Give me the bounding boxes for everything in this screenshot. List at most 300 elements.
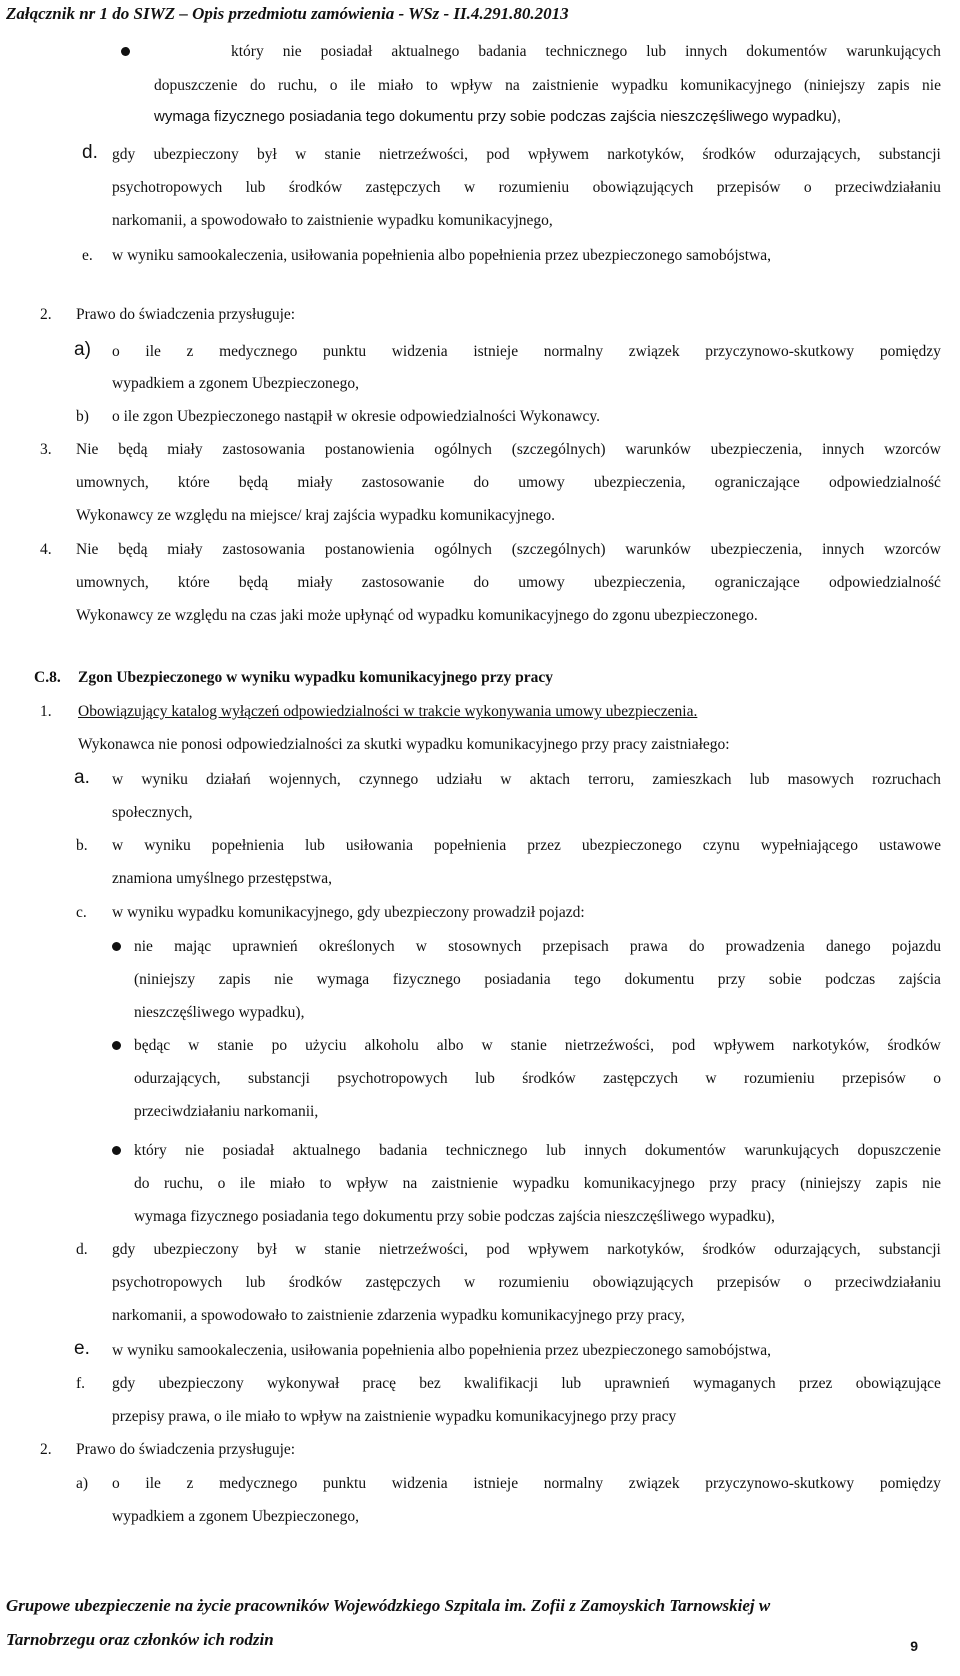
text-line: w wyniku samookaleczenia, usiłowania popełnienia albo popełnienia przez ubezpieczonego samobójstwa, — [112, 247, 771, 264]
word: był — [257, 1241, 277, 1258]
word: posiadał — [320, 43, 373, 60]
word: popełnienia — [211, 837, 285, 854]
word: kwalifikacji — [464, 1375, 539, 1392]
word: przez — [527, 837, 561, 854]
word: tego — [574, 971, 601, 988]
word: ruchu, — [163, 1175, 204, 1192]
word: narkotyków, — [607, 146, 685, 163]
text-line: Prawo do świadczenia przysługuje: — [76, 1441, 296, 1458]
word: ubezpieczony — [153, 1241, 239, 1258]
word: o — [933, 1070, 941, 1087]
word: punktu — [323, 1475, 367, 1492]
text-line: nieszczęśliwego wypadku), — [134, 1004, 305, 1021]
word: zajścia — [898, 971, 941, 988]
text-line — [112, 836, 941, 856]
word: lub — [305, 837, 325, 854]
word: ograniczające — [714, 574, 800, 591]
word: związek — [628, 343, 680, 360]
word: do — [473, 574, 490, 591]
word: rozumieniu — [498, 1274, 570, 1291]
list-marker: 3. — [40, 441, 52, 458]
word: pod — [486, 146, 510, 163]
word: w — [415, 938, 427, 955]
word: nie — [922, 77, 941, 94]
word: miały — [297, 474, 333, 491]
word: zastosowanie — [361, 574, 445, 591]
word: normalny — [543, 1475, 604, 1492]
text-line — [76, 473, 941, 493]
word: normalny — [543, 343, 604, 360]
word: nie — [274, 971, 294, 988]
word: zastępczych — [603, 1070, 678, 1087]
text-line — [134, 1174, 941, 1194]
word: popełnienia — [433, 837, 507, 854]
word: aktach — [529, 771, 571, 788]
word: umowy — [518, 574, 565, 591]
word: zapis — [875, 1175, 908, 1192]
word: w — [112, 837, 124, 854]
list-marker: e. — [82, 247, 93, 264]
section-title: Zgon Ubezpieczonego w wyniku wypadku komunikacyjnego przy pracy — [78, 669, 553, 686]
word: stanie — [324, 146, 361, 163]
word: z — [186, 1475, 194, 1492]
footer-line: Grupowe ubezpieczenie na życie pracowników Wojewódzkiego Szpitala im. Zofii z Zamoyskich Tarnowskiej w — [6, 1596, 771, 1615]
section-number: C.8. — [34, 669, 61, 686]
word: pomiędzy — [879, 1475, 941, 1492]
word: ile — [145, 343, 161, 360]
word: rozumieniu — [498, 179, 570, 196]
word: o — [112, 1475, 120, 1492]
word: wykonywał — [266, 1375, 340, 1392]
word: dokumentów — [644, 1142, 726, 1159]
word: odurzających, — [134, 1070, 221, 1087]
word: do — [250, 77, 266, 94]
word: był — [257, 146, 277, 163]
subsection-title: Obowiązujący katalog wyłączeń odpowiedzialności w trakcie wykonywania umowy ubezpieczenia. — [78, 703, 698, 720]
word: umowy — [518, 474, 565, 491]
word: udziału — [436, 771, 483, 788]
word: wymaga — [316, 971, 370, 988]
word: to — [425, 77, 438, 94]
word: przy — [717, 971, 746, 988]
word: Nie — [76, 441, 99, 458]
word: miały — [297, 574, 333, 591]
word: punktu — [323, 343, 367, 360]
word: o — [217, 1175, 226, 1192]
word: pomiędzy — [879, 343, 941, 360]
word: środków — [288, 179, 343, 196]
word: zastosowania — [222, 441, 306, 458]
word: będą — [238, 474, 269, 491]
word: dopuszczenie — [154, 77, 238, 94]
text-line — [112, 178, 941, 198]
word: wojennych, — [268, 771, 341, 788]
word: w — [463, 179, 476, 196]
word: ogólnych — [434, 541, 492, 558]
text-line: przepisy prawa, o ile miało to wpływ na zaistnienie wypadku komunikacyjnego przy pracy — [112, 1408, 677, 1425]
text-line — [154, 76, 941, 96]
word: podczas — [825, 971, 876, 988]
word: obowiązujących — [592, 179, 694, 196]
word: (niniejszy — [800, 1175, 862, 1192]
word: w — [112, 771, 124, 788]
word: warunkujących — [846, 43, 941, 60]
word: prowadzenia — [725, 938, 805, 955]
word: lub — [245, 179, 266, 196]
word: nie — [922, 1175, 941, 1192]
word: (niniejszy — [134, 971, 196, 988]
word: innych — [685, 43, 728, 60]
list-marker: a) — [76, 1475, 89, 1492]
word: technicznego — [545, 43, 628, 60]
word: czynu — [702, 837, 740, 854]
word: na — [402, 1175, 418, 1192]
word: które — [177, 474, 210, 491]
word: dokumentów — [746, 43, 828, 60]
word: stanie — [324, 1241, 361, 1258]
list-marker: e. — [74, 1338, 90, 1359]
word: terroru, — [588, 771, 635, 788]
text-line — [134, 970, 941, 990]
word: przez — [798, 1375, 833, 1392]
text-line — [76, 573, 941, 593]
word: nie — [282, 43, 302, 60]
text-line: Wykonawcy ze względu na czas jaki może upłynąć od wypadku komunikacyjnego do zgonu ubezpieczonego. — [76, 607, 758, 624]
word: postanowienia — [324, 541, 415, 558]
word: miały — [167, 441, 203, 458]
word: innych — [584, 1142, 627, 1159]
word: przeciwdziałaniu — [835, 179, 941, 196]
footer-line: Tarnobrzegu oraz członków ich rodzin — [6, 1630, 274, 1649]
word: miało — [269, 1175, 306, 1192]
word: substancji — [878, 146, 941, 163]
text-line — [134, 1036, 941, 1056]
word: lub — [749, 771, 770, 788]
word: nietrzeźwości, — [564, 1037, 654, 1054]
text-line — [112, 770, 941, 790]
word: o — [112, 343, 120, 360]
word: o — [803, 1274, 812, 1291]
word: widzenia — [391, 1475, 448, 1492]
word: prawa — [629, 938, 668, 955]
word: zapis — [877, 77, 910, 94]
list-marker: 4. — [40, 541, 52, 558]
word: środków — [522, 1070, 576, 1087]
word: warunków — [625, 541, 691, 558]
word: w — [500, 771, 512, 788]
text-line: narkomanii, a spowodowało to zaistnienie zdarzenia wypadku komunikacyjnego przy pracy, — [112, 1307, 685, 1324]
text-line — [231, 42, 941, 62]
list-marker: a) — [74, 339, 91, 360]
text-line: znamiona umyślnego przestępstwa, — [112, 870, 332, 887]
word: masowych — [787, 771, 854, 788]
word: aktualnego — [292, 1142, 361, 1159]
text-line: o ile zgon Ubezpieczonego nastąpił w okresie odpowiedzialności Wykonawcy. — [112, 408, 601, 425]
word: zastosowania — [222, 541, 306, 558]
word: medycznego — [219, 1475, 298, 1492]
word: posiadania — [484, 971, 551, 988]
word: posiadał — [222, 1142, 275, 1159]
word: umownych, — [76, 574, 149, 591]
word: technicznego — [445, 1142, 528, 1159]
word: wpływ — [346, 1175, 389, 1192]
word: zaistnienie — [532, 77, 599, 94]
text-line: przeciwdziałaniu narkomanii, — [134, 1103, 319, 1120]
word: odpowiedzialność — [828, 474, 941, 491]
word: aktualnego — [391, 43, 460, 60]
word: bez — [419, 1375, 441, 1392]
text-line: wymaga fizycznego posiadania tego dokumentu przy sobie podczas zajścia nieszczęśliwego wypadku), — [154, 108, 842, 125]
word: nietrzeźwości, — [378, 146, 469, 163]
word: wyniku — [144, 837, 191, 854]
list-marker: 2. — [40, 1441, 52, 1458]
word: pod — [672, 1037, 696, 1054]
word: wzorców — [884, 541, 941, 558]
word: ubezpieczony — [158, 1375, 244, 1392]
word: działań — [205, 771, 251, 788]
word: narkotyków, — [792, 1037, 870, 1054]
word: innych — [822, 541, 865, 558]
word: obowiązujących — [592, 1274, 694, 1291]
word: komunikacyjnego — [583, 1175, 695, 1192]
text-line: narkomanii, a spowodowało to zaistnienie wypadku komunikacyjnego, — [112, 212, 553, 229]
text-line — [112, 145, 941, 165]
word: uprawnień — [604, 1375, 670, 1392]
word: usiłowania — [345, 837, 413, 854]
word: wypełniającego — [760, 837, 858, 854]
word: substancji — [878, 1241, 941, 1258]
word: ubezpieczenia, — [593, 574, 686, 591]
word: przepisach — [542, 938, 609, 955]
text-line — [112, 1240, 941, 1260]
word: ubezpieczenia, — [710, 441, 803, 458]
list-marker: f. — [76, 1375, 86, 1392]
word: alkoholu — [364, 1037, 419, 1054]
list-marker: d. — [76, 1241, 88, 1258]
word: obowiązujące — [855, 1375, 941, 1392]
text-line: w wyniku samookaleczenia, usiłowania popełnienia albo popełnienia przez ubezpieczonego samobójstwa, — [112, 1342, 771, 1359]
word: który — [134, 1142, 167, 1159]
text-line — [134, 1069, 941, 1089]
word: stanie — [510, 1037, 547, 1054]
word: o — [329, 77, 338, 94]
word: rozruchach — [872, 771, 941, 788]
word: zapis — [218, 971, 251, 988]
word: środków — [702, 146, 756, 163]
list-marker: 2. — [40, 306, 52, 323]
text-line: wypadkiem a zgonem Ubezpieczonego, — [112, 1508, 360, 1525]
word: będą — [238, 574, 269, 591]
word: zastępczych — [365, 1274, 441, 1291]
text-line: Prawo do świadczenia przysługuje: — [76, 306, 296, 323]
word: Nie — [76, 541, 99, 558]
word: stosownych — [448, 938, 522, 955]
word: mając — [174, 938, 212, 955]
word: który — [231, 43, 264, 60]
word: na — [505, 77, 520, 94]
text-line — [134, 937, 941, 957]
word: po — [271, 1037, 288, 1054]
document-header: Załącznik nr 1 do SIWZ – Opis przedmiotu zamówienia - WSz - II.4.291.80.2013 — [6, 4, 569, 23]
word: gdy — [112, 1241, 136, 1258]
word: ubezpieczony — [153, 146, 239, 163]
word: ograniczające — [714, 474, 800, 491]
word: pod — [486, 1241, 510, 1258]
text-line — [76, 440, 941, 460]
word: badania — [379, 1142, 428, 1159]
word: nie — [185, 1142, 205, 1159]
word: wpływem — [527, 1241, 589, 1258]
word: pojazdu — [891, 938, 941, 955]
word: przepisów — [716, 179, 781, 196]
word: lub — [546, 1142, 566, 1159]
word: fizycznego — [392, 971, 461, 988]
word: w — [481, 1037, 493, 1054]
word: zamieszkach — [652, 771, 732, 788]
text-line: Wykonawca nie ponosi odpowiedzialności za skutki wypadku komunikacyjnego przy pracy zaistniałego: — [78, 736, 730, 753]
word: lub — [245, 1274, 266, 1291]
word: badania — [478, 43, 527, 60]
word: wypadku — [611, 77, 668, 94]
word: nietrzeźwości, — [378, 1241, 469, 1258]
word: uprawnień — [232, 938, 298, 955]
word: ubezpieczenia, — [710, 541, 803, 558]
word: odpowiedzialność — [828, 574, 941, 591]
list-marker: b. — [76, 837, 88, 854]
bullet-icon — [112, 1041, 121, 1050]
word: o — [803, 179, 812, 196]
word: komunikacyjnego — [680, 77, 792, 94]
word: wpływem — [527, 146, 589, 163]
list-marker: d. — [82, 142, 98, 163]
word: wypadku — [512, 1175, 570, 1192]
word: albo — [436, 1037, 464, 1054]
word: nie — [134, 938, 153, 955]
bullet-icon — [121, 47, 130, 56]
word: (niniejszy — [804, 77, 866, 94]
word: przepisów — [842, 1070, 906, 1087]
word: do — [473, 474, 490, 491]
word: warunków — [625, 441, 691, 458]
text-line: wymaga fizycznego posiadania tego dokumentu przy sobie podczas zajścia nieszczęśliwego wypadku), — [134, 1208, 775, 1225]
word: w — [295, 146, 307, 163]
word: (szczególnych) — [511, 441, 606, 458]
word: lub — [475, 1070, 495, 1087]
word: pracę — [362, 1375, 397, 1392]
word: ile — [145, 1475, 161, 1492]
word: do — [688, 938, 705, 955]
text-line: w wyniku wypadku komunikacyjnego, gdy ubezpieczony prowadził pojazd: — [112, 904, 585, 921]
word: gdy — [112, 146, 136, 163]
word: zaistnienie — [431, 1175, 499, 1192]
word: postanowienia — [324, 441, 415, 458]
word: innych — [822, 441, 865, 458]
word: narkotyków, — [607, 1241, 685, 1258]
word: danego — [825, 938, 871, 955]
word: ustawowe — [878, 837, 941, 854]
word: umownych, — [76, 474, 149, 491]
word: wyniku — [141, 771, 188, 788]
word: przyczynowo-skutkowy — [705, 343, 855, 360]
text-line — [112, 342, 941, 362]
word: ubezpieczonego — [581, 837, 682, 854]
word: odurzających, — [774, 1241, 861, 1258]
text-line: wypadkiem a zgonem Ubezpieczonego, — [112, 375, 360, 392]
word: z — [186, 343, 194, 360]
word: przeciwdziałaniu — [835, 1274, 941, 1291]
word: środków — [288, 1274, 343, 1291]
word: w — [188, 1037, 200, 1054]
word: będąc — [134, 1037, 171, 1054]
word: ile — [239, 1175, 256, 1192]
text-line: społecznych, — [112, 804, 193, 821]
word: psychotropowych — [112, 1274, 223, 1291]
word: czynnego — [358, 771, 419, 788]
word: będą — [118, 441, 148, 458]
word: substancji — [247, 1070, 310, 1087]
word: psychotropowych — [112, 179, 223, 196]
word: dokumentu — [624, 971, 695, 988]
word: w — [295, 1241, 307, 1258]
word: (szczególnych) — [511, 541, 606, 558]
text-line: Wykonawcy ze względu na miejsce/ kraj zajścia wypadku komunikacyjnego. — [76, 507, 555, 524]
word: wymaganych — [693, 1375, 776, 1392]
word: przy — [709, 1175, 737, 1192]
word: rozumieniu — [744, 1070, 815, 1087]
word: środków — [702, 1241, 756, 1258]
text-line — [112, 1474, 941, 1494]
word: medycznego — [219, 343, 298, 360]
word: lub — [646, 43, 667, 60]
word: ogólnych — [434, 441, 492, 458]
text-line — [112, 1273, 941, 1293]
word: warunkujących — [744, 1142, 839, 1159]
word: ile — [349, 77, 366, 94]
word: związek — [628, 1475, 680, 1492]
word: psychotropowych — [337, 1070, 448, 1087]
text-line — [134, 1141, 941, 1161]
word: dopuszczenie — [857, 1142, 941, 1159]
word: miały — [167, 541, 203, 558]
bullet-icon — [112, 942, 121, 951]
word: użyciu — [305, 1037, 347, 1054]
word: ruchu, — [278, 77, 318, 94]
word: to — [319, 1175, 332, 1192]
word: w — [463, 1274, 476, 1291]
list-marker: a. — [74, 767, 90, 788]
word: ubezpieczenia, — [593, 474, 686, 491]
word: odurzających, — [774, 146, 861, 163]
word: gdy — [112, 1375, 136, 1392]
word: wpływ — [450, 77, 493, 94]
bullet-icon — [112, 1146, 121, 1155]
word: zastosowanie — [361, 474, 445, 491]
word: wpływem — [713, 1037, 775, 1054]
word: będą — [118, 541, 148, 558]
word: istnieje — [473, 343, 519, 360]
word: przepisów — [716, 1274, 781, 1291]
word: pracy — [751, 1175, 786, 1192]
word: widzenia — [391, 343, 448, 360]
word: do — [134, 1175, 150, 1192]
word: zastępczych — [365, 179, 441, 196]
word: określonych — [318, 938, 395, 955]
list-marker: b) — [76, 408, 89, 425]
word: lub — [561, 1375, 582, 1392]
word: które — [177, 574, 210, 591]
word: sobie — [768, 971, 802, 988]
list-marker: c. — [76, 904, 87, 921]
